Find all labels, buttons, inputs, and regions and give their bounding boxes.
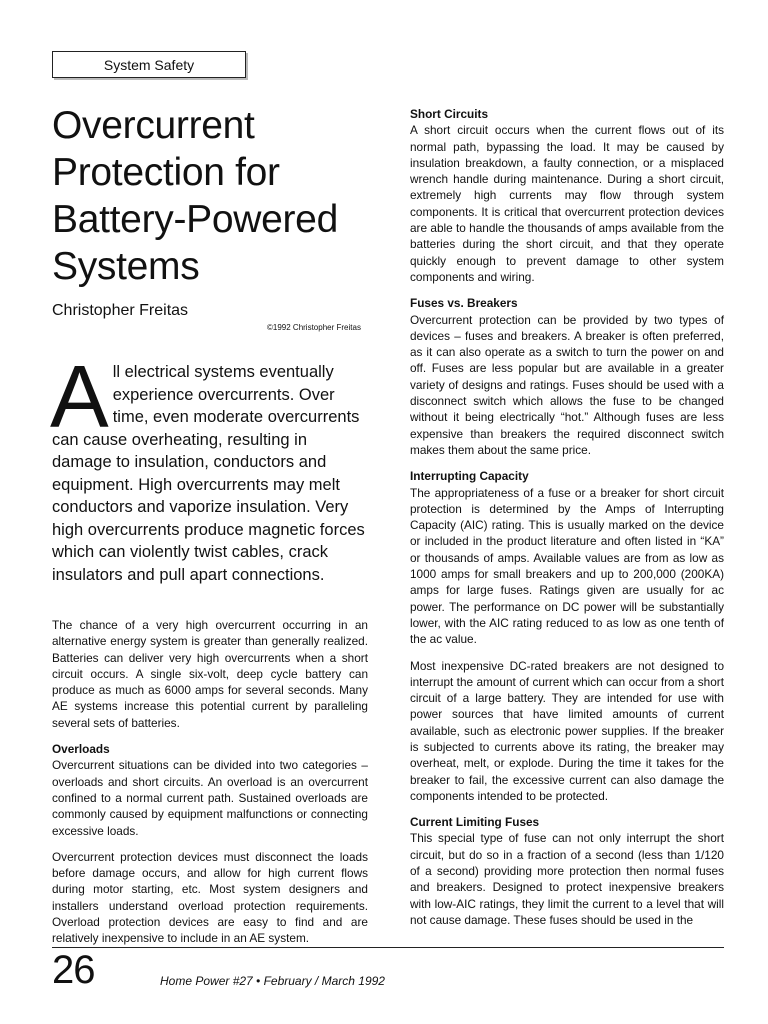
article-title — [52, 102, 372, 290]
short-circuits-section — [410, 106, 724, 285]
left-column — [52, 617, 368, 957]
current-limiting-fuses-heading: Current Limiting Fuses — [410, 815, 540, 830]
lead-paragraph — [50, 347, 368, 586]
lead-text: ll electrical systems eventually experience overcurrents. Over time, even moderate overcurrents can cause overheating, resulting in damage to insulation, conductors and equipment. High overcurrents may melt conductors and vaporize insulation. Very high overcurrents produce magnetic forces which can violently twist cables, crack insulators and pull apart connections. — [52, 363, 365, 584]
interrupting-capacity-paragraph-1: The appropriateness of a fuse or a breaker for short circuit protection is determined by the Amps of Interrupting Capacity (AIC) rating. This is usually marked on the device or included in the product literature and often listed in “KA” or thousands of amps. Available values are from as low as 1000 amps for small breakers and up to 200,000 (200KA) amps for large fuses. Ratings given are usually for ac power. The performance on DC power will be substantially lower, with the AIC rating reduced to as low as one tenth of the ac value. — [410, 485, 724, 647]
overloads-heading: Overloads — [52, 742, 110, 757]
fuses-vs-breakers-paragraph: Overcurrent protection can be provided by two types of devices – fuses and breakers. A breaker is often preferred, as it can also operate as a switch to turn the power on and off. Fuses are less popular but are available in a greater variety of designs and ratings. Fuses should be used with a disconnect switch which allows the fuse to be changed without it being electrically “hot.” Although fuses are less expensive than breakers the required disconnect switch makes them about the same price. — [410, 312, 724, 457]
current-limiting-fuses-section — [410, 814, 724, 928]
interrupting-capacity-heading: Interrupting Capacity — [410, 469, 529, 484]
fuses-vs-breakers-section — [410, 295, 724, 458]
title-line-3: Battery-Powered — [52, 198, 338, 241]
fuses-vs-breakers-heading: Fuses vs. Breakers — [410, 296, 518, 311]
short-circuits-paragraph: A short circuit occurs when the current flows out of its normal path, bypassing the load. It may be caused by insulation breakdown, a faulty connection, or a misplaced wrench handle during maintenance. During a short circuit, extremely high currents may flow through system components. It is critical that overcurrent protection devices are able to handle the thousands of amps available from the batteries during the short circuit, and that they operate quickly enough to prevent damage to other system components and wiring. — [410, 123, 724, 284]
title-line-2: Protection for — [52, 151, 280, 194]
title-line-1: Overcurrent — [52, 104, 255, 147]
publication-footer: Home Power #27 • February / March 1992 — [160, 974, 385, 988]
footer-rule — [52, 947, 724, 948]
overloads-section — [52, 741, 368, 839]
copyright-notice: ©1992 Christopher Freitas — [267, 323, 361, 332]
title-line-4: Systems — [52, 245, 200, 288]
section-label: System Safety — [52, 51, 246, 78]
short-circuits-heading: Short Circuits — [410, 107, 488, 121]
interrupting-capacity-paragraph-2: Most inexpensive DC-rated breakers are not designed to interrupt the amount of current which can occur from a short circuit of a large battery. They are intended for use with power sources that have limited amounts of current available, such as electronic power supplies. If the breaker is subjected to currents above its rating, the breaker may overheat, melt, or explode. During the time it takes for the breaker to fail, the excessive current can also damage the components intended to be protected. — [410, 658, 724, 803]
right-column — [410, 106, 724, 938]
current-limiting-fuses-paragraph: This special type of fuse can not only interrupt the short circuit, but do so in a fraction of a second (less than 1/120 of a second) providing more protection then normal fuses and breakers. Designed to protect inexpensive breakers with low-AIC ratings, they limit the current to a level that will not cause damage. These fuses should be used in the — [410, 831, 724, 927]
overloads-paragraph-1: Overcurrent situations can be divided into two categories – overloads and short circuits. An overload is an overcurrent confined to a normal current path. Sustained overloads are commonly caused by equipment malfunctions or connecting excessive loads. — [52, 758, 368, 838]
intro-paragraph: The chance of a very high overcurrent occurring in an alternative energy system is greater than generally realized. Batteries can deliver very high overcurrents when a short circuit occurs. A single six-volt, deep cycle battery can produce as much as 6000 amps for several seconds. Many AE systems increase this potential current by paralleling several sets of batteries. — [52, 618, 368, 730]
drop-cap: A — [50, 347, 109, 446]
page-number: 26 — [52, 948, 95, 992]
overloads-paragraph-2: Overcurrent protection devices must disconnect the loads before damage occurs, and allow for high current flows during motor starting, etc. Most system designers and installers understand overload protection requirements. Overload protection devices are easy to find and are relatively inexpensive to include in an AE system. — [52, 849, 368, 946]
interrupting-capacity-section — [410, 468, 724, 647]
author-name: Christopher Freitas — [52, 302, 189, 319]
